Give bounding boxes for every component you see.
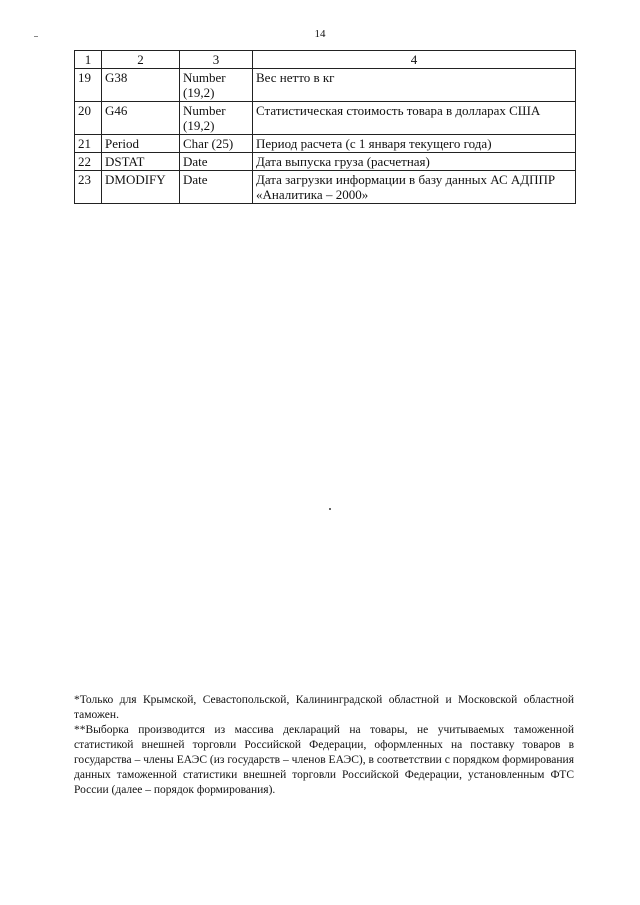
table-header-row xyxy=(75,51,576,69)
field-description: Статистическая стоимость товара в долларах США xyxy=(253,102,576,135)
row-number: 20 xyxy=(75,102,102,135)
header-col-4: 4 xyxy=(253,51,576,69)
field-description: Период расчета (с 1 января текущего года) xyxy=(253,135,576,153)
row-number: 19 xyxy=(75,69,102,102)
header-col-2: 2 xyxy=(102,51,180,69)
row-number: 21 xyxy=(75,135,102,153)
field-description: Дата выпуска груза (расчетная) xyxy=(253,153,576,171)
field-description: Вес нетто в кг xyxy=(253,69,576,102)
field-type: Number (19,2) xyxy=(180,69,253,102)
field-type: Char (25) xyxy=(180,135,253,153)
footnote-single-asterisk: *Только для Крымской, Севастопольской, Калининградской областной и Московской областной таможен. xyxy=(74,694,574,721)
header-col-1: 1 xyxy=(75,51,102,69)
field-type: Date xyxy=(180,153,253,171)
header-col-3: 3 xyxy=(180,51,253,69)
table-row xyxy=(75,135,576,153)
field-name: DSTAT xyxy=(102,153,180,171)
table-row xyxy=(75,102,576,135)
page-number: 14 xyxy=(314,28,326,40)
field-name: Period xyxy=(102,135,180,153)
field-name: G38 xyxy=(102,69,180,102)
table-row xyxy=(75,171,576,204)
scan-speck xyxy=(329,508,331,510)
table-row xyxy=(75,153,576,171)
field-name: DMODIFY xyxy=(102,171,180,204)
field-type: Date xyxy=(180,171,253,204)
row-number: 23 xyxy=(75,171,102,204)
footnote-double-asterisk: **Выборка производится из массива деклараций на товары, не учитываемых таможенной статистикой внешней торговли Российской Федерации, оформленных на поставку товаров в государства – члены ЕАЭС (из государств – членов ЕАЭС), в соответствии с порядком формирования данных таможенной статистики внешней торговли Российской Федерации, установленным ФТС России (далее – порядок формирования). xyxy=(74,724,574,796)
field-description: Дата загрузки информации в базу данных АС АДППР «Аналитика – 2000» xyxy=(253,171,576,204)
row-number: 22 xyxy=(75,153,102,171)
field-name: G46 xyxy=(102,102,180,135)
field-type: Number (19,2) xyxy=(180,102,253,135)
table-row xyxy=(75,69,576,102)
footnotes xyxy=(74,693,574,798)
fields-table xyxy=(74,50,576,204)
